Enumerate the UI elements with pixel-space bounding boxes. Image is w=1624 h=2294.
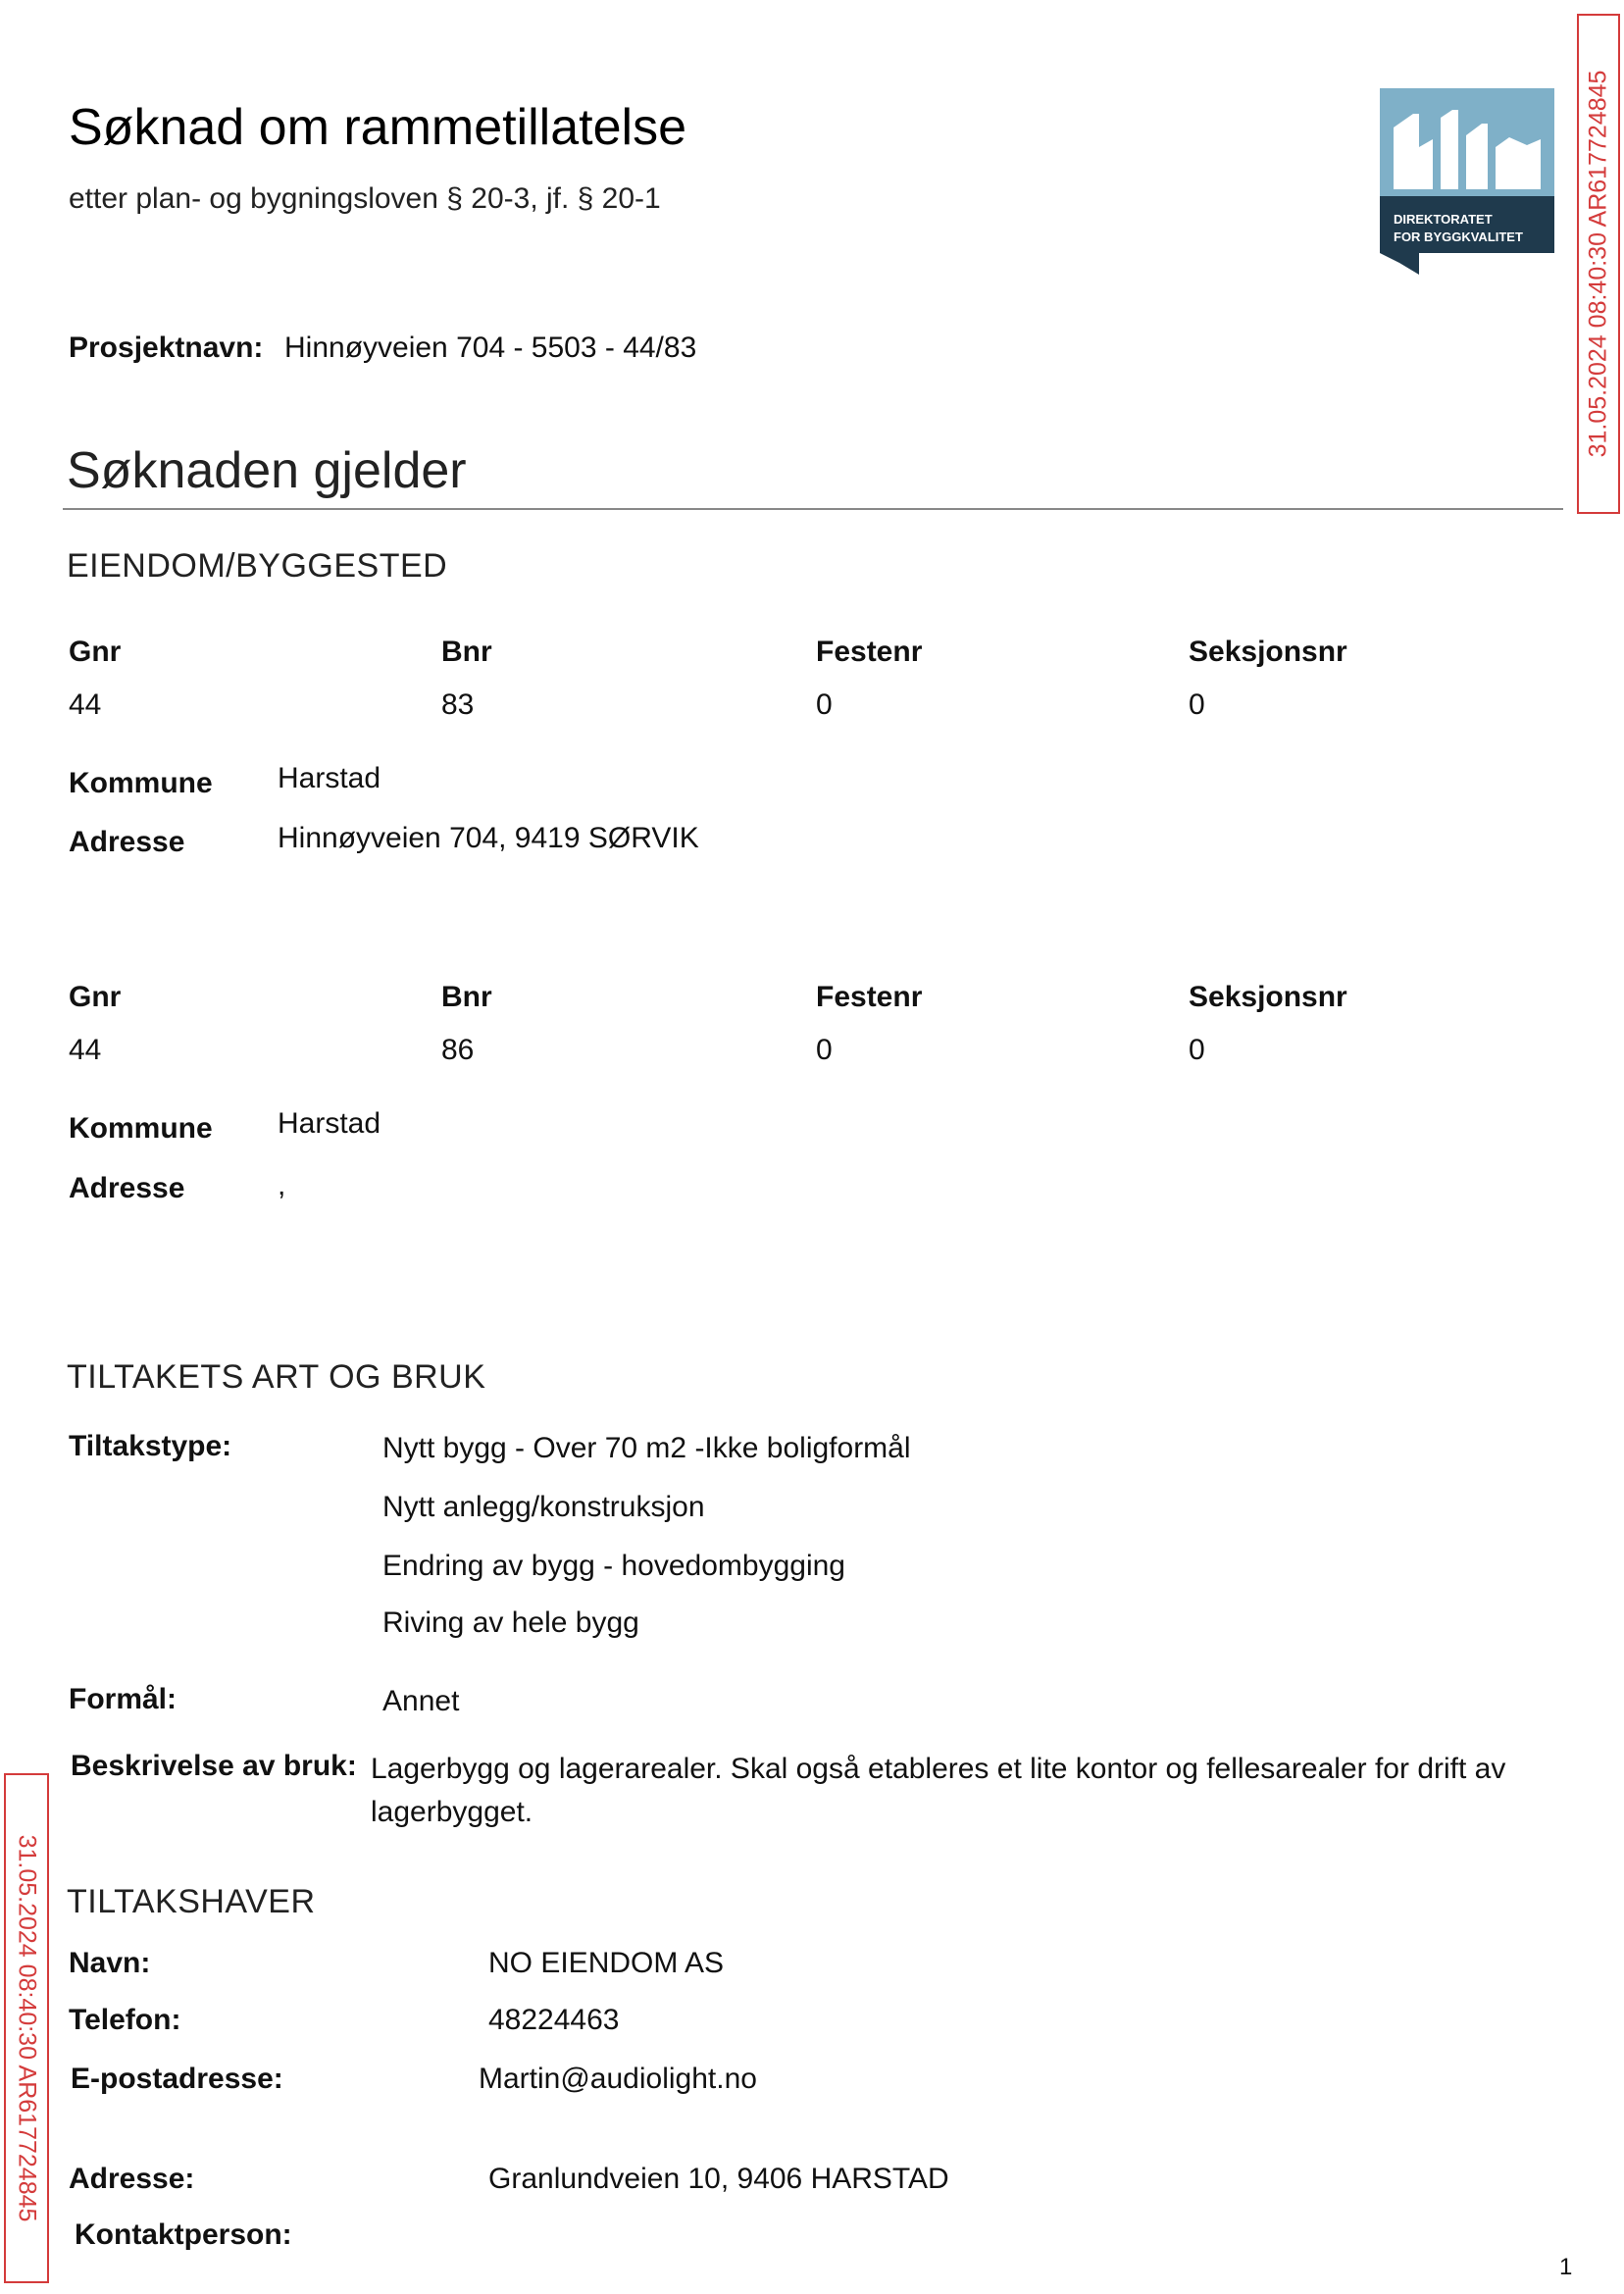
navn-label: Navn:	[69, 1947, 151, 1979]
epost-label: E-postadresse:	[71, 2063, 283, 2095]
bnr-label: Bnr	[441, 981, 492, 1013]
project-label: Prosjektnavn:	[69, 331, 264, 364]
adresse-value: Hinnøyveien 704, 9419 SØRVIK	[278, 822, 699, 854]
stamp-text: 31.05.2024 08:40:30 AR617724845	[1584, 70, 1612, 458]
festenr-label: Festenr	[816, 981, 923, 1013]
tiltakstype-item: Nytt anlegg/konstruksjon	[382, 1491, 705, 1523]
seksjonsnr-value: 0	[1189, 1034, 1205, 1066]
dibk-logo	[1380, 88, 1554, 275]
tiltak-heading: TILTAKETS ART OG BRUK	[67, 1358, 486, 1396]
date-stamp-left	[4, 1773, 49, 2283]
stamp-text: 31.05.2024 08:40:30 AR617724845	[13, 1834, 41, 2222]
document-subtitle: etter plan- og bygningsloven § 20-3, jf. § 20-1	[69, 182, 661, 215]
seksjonsnr-label: Seksjonsnr	[1189, 636, 1347, 668]
date-stamp-right	[1577, 14, 1620, 514]
section-divider	[63, 508, 1563, 510]
section-title: Søknaden gjelder	[67, 442, 467, 499]
kontaktperson-label: Kontaktperson:	[75, 2218, 292, 2251]
property-heading: EIENDOM/BYGGESTED	[67, 547, 448, 585]
seksjonsnr-value: 0	[1189, 688, 1205, 721]
adresse-label: Adresse:	[69, 2163, 195, 2195]
tiltakstype-label: Tiltakstype:	[69, 1430, 232, 1462]
gnr-value: 44	[69, 688, 102, 721]
formal-label: Formål:	[69, 1683, 178, 1715]
festenr-label: Festenr	[816, 636, 923, 668]
kommune-label: Kommune	[69, 1112, 213, 1145]
tiltakstype-item: Endring av bygg - hovedombygging	[382, 1550, 845, 1582]
festenr-value: 0	[816, 1034, 833, 1066]
epost-value: Martin@audiolight.no	[479, 2063, 757, 2095]
kommune-value: Harstad	[278, 762, 381, 794]
bnr-label: Bnr	[441, 636, 492, 668]
seksjonsnr-label: Seksjonsnr	[1189, 981, 1347, 1013]
adresse-value: ,	[278, 1169, 286, 1201]
gnr-label: Gnr	[69, 636, 122, 668]
page-number: 1	[1559, 2254, 1573, 2280]
tiltakstype-item: Nytt bygg - Over 70 m2 -Ikke boligformål	[382, 1432, 911, 1464]
beskrivelse-label: Beskrivelse av bruk:	[71, 1750, 357, 1782]
adresse-label: Adresse	[69, 1172, 185, 1204]
bnr-value: 86	[441, 1034, 475, 1066]
project-value: Hinnøyveien 704 - 5503 - 44/83	[284, 331, 697, 364]
gnr-value: 44	[69, 1034, 102, 1066]
adresse-label: Adresse	[69, 826, 185, 858]
svg-text:DIREKTORATET: DIREKTORATET	[1394, 212, 1493, 227]
telefon-value: 48224463	[488, 2004, 620, 2036]
bnr-value: 83	[441, 688, 475, 721]
kommune-value: Harstad	[278, 1107, 381, 1140]
beskrivelse-value: Lagerbygg og lagerarealer. Skal også etableres et lite kontor og fellesarealer for drift av lagerbygget.	[371, 1753, 1506, 1828]
telefon-label: Telefon:	[69, 2004, 181, 2036]
navn-value: NO EIENDOM AS	[488, 1947, 725, 1979]
document-title: Søknad om rammetillatelse	[69, 99, 686, 156]
dibk-logo-icon	[1380, 88, 1554, 275]
festenr-value: 0	[816, 688, 833, 721]
adresse-value: Granlundveien 10, 9406 HARSTAD	[488, 2163, 949, 2195]
svg-text:FOR BYGGKVALITET: FOR BYGGKVALITET	[1394, 229, 1523, 244]
tiltakshaver-heading: TILTAKSHAVER	[67, 1883, 316, 1920]
tiltakstype-item: Riving av hele bygg	[382, 1606, 639, 1639]
gnr-label: Gnr	[69, 981, 122, 1013]
formal-value: Annet	[382, 1685, 460, 1717]
kommune-label: Kommune	[69, 767, 213, 799]
